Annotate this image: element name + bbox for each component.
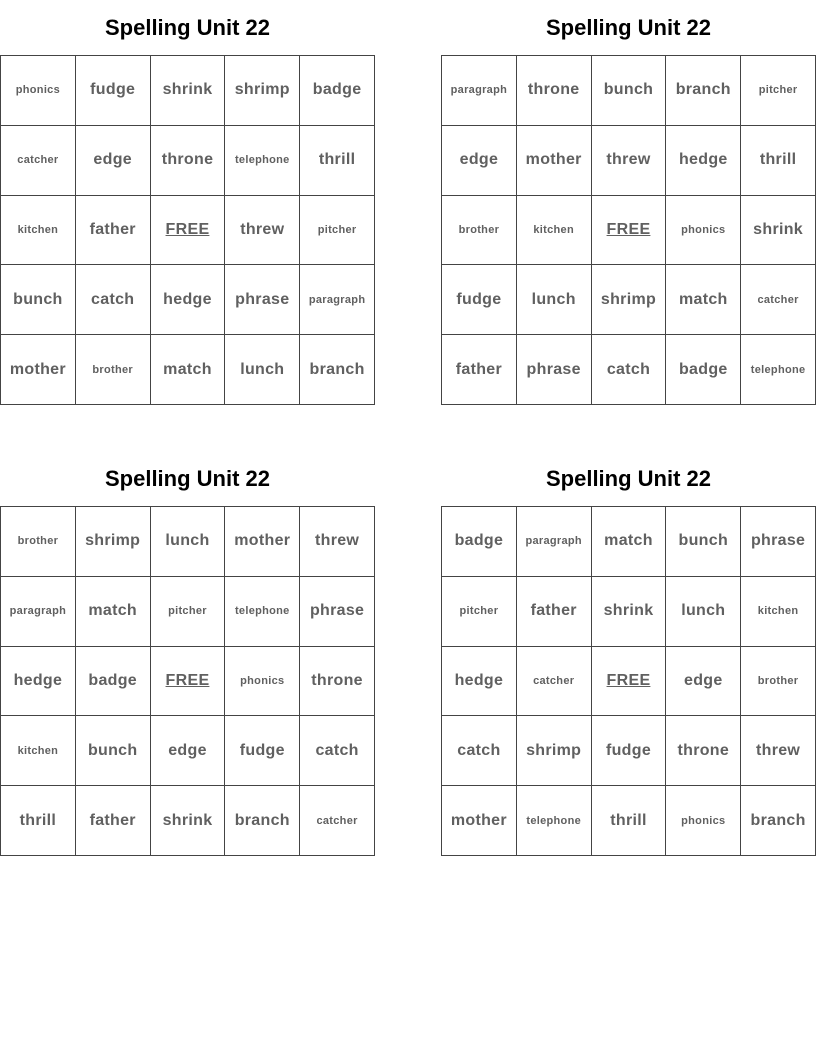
bingo-cell: thrill	[1, 786, 76, 856]
bingo-cell: badge	[442, 507, 517, 577]
free-space: FREE	[592, 196, 667, 266]
bingo-cell: fudge	[592, 716, 667, 786]
bingo-cell: catcher	[1, 126, 76, 196]
bingo-cell: brother	[76, 335, 151, 405]
bingo-cell: thrill	[741, 126, 816, 196]
bingo-cell: catch	[442, 716, 517, 786]
bingo-grid	[0, 55, 375, 405]
bingo-cell: fudge	[76, 56, 151, 126]
bingo-cell: pitcher	[741, 56, 816, 126]
free-space: FREE	[151, 196, 226, 266]
card-title: Spelling Unit 22	[545, 466, 712, 491]
bingo-cell: phrase	[741, 507, 816, 577]
bingo-card	[441, 0, 816, 405]
bingo-cell: catch	[76, 265, 151, 335]
bingo-cell: shrink	[592, 577, 667, 647]
bingo-cell: branch	[300, 335, 375, 405]
bingo-cell: shrink	[151, 56, 226, 126]
bingo-cell: catcher	[741, 265, 816, 335]
bingo-cell: hedge	[442, 647, 517, 717]
bingo-cell: shrimp	[592, 265, 667, 335]
bingo-cell: phrase	[300, 577, 375, 647]
bingo-cell: kitchen	[1, 716, 76, 786]
bingo-cell: mother	[517, 126, 592, 196]
bingo-cell: phrase	[225, 265, 300, 335]
bingo-cell: pitcher	[442, 577, 517, 647]
bingo-cell: hedge	[1, 647, 76, 717]
bingo-cell: catch	[592, 335, 667, 405]
bingo-cell: paragraph	[300, 265, 375, 335]
bingo-grid	[0, 506, 375, 856]
bingo-cell: mother	[442, 786, 517, 856]
bingo-cell: father	[517, 577, 592, 647]
bingo-cell: branch	[741, 786, 816, 856]
bingo-cell: telephone	[517, 786, 592, 856]
bingo-cell: shrimp	[517, 716, 592, 786]
bingo-cell: lunch	[151, 507, 226, 577]
bingo-cell: edge	[666, 647, 741, 717]
bingo-cell: bunch	[76, 716, 151, 786]
bingo-cell: threw	[300, 507, 375, 577]
bingo-cell: match	[666, 265, 741, 335]
card-title: Spelling Unit 22	[545, 15, 712, 40]
bingo-cell: hedge	[151, 265, 226, 335]
bingo-cell: match	[76, 577, 151, 647]
bingo-cell: badge	[666, 335, 741, 405]
bingo-cell: throne	[666, 716, 741, 786]
bingo-cell: thrill	[300, 126, 375, 196]
bingo-cell: catcher	[300, 786, 375, 856]
bingo-cell: paragraph	[1, 577, 76, 647]
bingo-cell: bunch	[592, 56, 667, 126]
card-title: Spelling Unit 22	[104, 15, 271, 40]
bingo-cell: telephone	[225, 126, 300, 196]
bingo-card	[441, 451, 816, 856]
bingo-cell: kitchen	[517, 196, 592, 266]
bingo-cell: lunch	[225, 335, 300, 405]
bingo-cell: brother	[741, 647, 816, 717]
bingo-cell: bunch	[1, 265, 76, 335]
bingo-cell: phonics	[1, 56, 76, 126]
bingo-cell: hedge	[666, 126, 741, 196]
bingo-cell: phonics	[666, 196, 741, 266]
bingo-cell: father	[76, 786, 151, 856]
bingo-card	[0, 0, 375, 405]
bingo-cell: catch	[300, 716, 375, 786]
bingo-cell: mother	[1, 335, 76, 405]
bingo-cell: bunch	[666, 507, 741, 577]
bingo-cell: brother	[442, 196, 517, 266]
bingo-cell: edge	[76, 126, 151, 196]
bingo-cell: lunch	[666, 577, 741, 647]
bingo-cell: paragraph	[517, 507, 592, 577]
bingo-cell: lunch	[517, 265, 592, 335]
bingo-cell: badge	[76, 647, 151, 717]
bingo-cell: badge	[300, 56, 375, 126]
bingo-cell: threw	[225, 196, 300, 266]
bingo-cell: fudge	[225, 716, 300, 786]
bingo-cell: paragraph	[442, 56, 517, 126]
free-space: FREE	[151, 647, 226, 717]
free-space: FREE	[592, 647, 667, 717]
bingo-cell: pitcher	[300, 196, 375, 266]
bingo-cell: kitchen	[1, 196, 76, 266]
bingo-cell: throne	[151, 126, 226, 196]
bingo-cell: shrink	[741, 196, 816, 266]
bingo-cell: telephone	[741, 335, 816, 405]
bingo-cell: phonics	[225, 647, 300, 717]
bingo-cell: shrimp	[76, 507, 151, 577]
bingo-cell: catcher	[517, 647, 592, 717]
bingo-cell: thrill	[592, 786, 667, 856]
bingo-cell: father	[76, 196, 151, 266]
bingo-cell: telephone	[225, 577, 300, 647]
bingo-cell: shrink	[151, 786, 226, 856]
bingo-card	[0, 451, 375, 856]
bingo-grid	[441, 55, 816, 405]
bingo-cell: mother	[225, 507, 300, 577]
bingo-cell: match	[592, 507, 667, 577]
bingo-cell: branch	[225, 786, 300, 856]
bingo-cell: edge	[442, 126, 517, 196]
bingo-cell: throne	[517, 56, 592, 126]
bingo-cell: edge	[151, 716, 226, 786]
card-title: Spelling Unit 22	[104, 466, 271, 491]
bingo-cell: fudge	[442, 265, 517, 335]
bingo-cell: shrimp	[225, 56, 300, 126]
bingo-cell: branch	[666, 56, 741, 126]
bingo-cell: match	[151, 335, 226, 405]
bingo-cell: phonics	[666, 786, 741, 856]
bingo-cell: brother	[1, 507, 76, 577]
bingo-cell: threw	[592, 126, 667, 196]
bingo-cell: kitchen	[741, 577, 816, 647]
bingo-cell: father	[442, 335, 517, 405]
bingo-cell: phrase	[517, 335, 592, 405]
bingo-cell: threw	[741, 716, 816, 786]
bingo-grid	[441, 506, 816, 856]
bingo-cell: pitcher	[151, 577, 226, 647]
bingo-cell: throne	[300, 647, 375, 717]
